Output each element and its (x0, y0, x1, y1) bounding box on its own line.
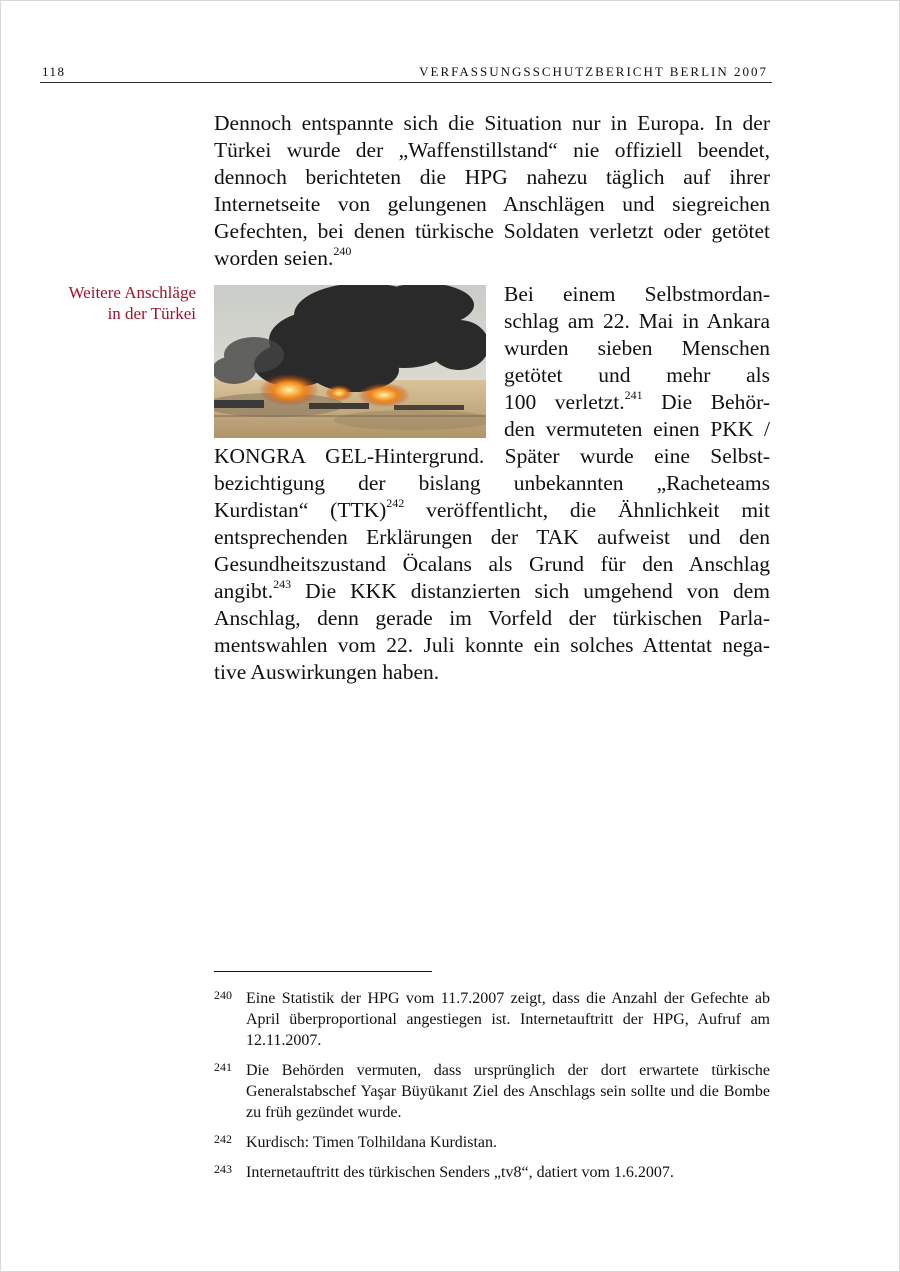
footnote-number: 242 (214, 1132, 232, 1146)
footnote-241 (214, 1060, 770, 1123)
footnote-text: Internetauftritt des türkischen Senders „tv8“, datiert vom 1.6.2007. (246, 1164, 674, 1181)
text-line (504, 389, 770, 416)
footnote-ref-242[interactable]: 242 (386, 495, 405, 510)
text-line: wurden sieben Menschen (504, 336, 770, 360)
text-fragment: Die Behör- (642, 390, 770, 414)
margin-note-line: in der Türkei (107, 304, 196, 323)
footnote-ref-243[interactable]: 243 (273, 576, 292, 591)
text-line: Gesundheitszustand Öcalans als Grund für den Anschlag (214, 552, 770, 576)
footnote-text: Kurdisch: Timen Tolhildana Kurdistan. (246, 1134, 498, 1151)
paragraph-hpg-attacks (214, 110, 770, 272)
footnote-ref-240[interactable]: 240 (333, 243, 352, 258)
text-fragment: 100 verletzt. (504, 390, 625, 414)
footnote-text: Die Behörden vermuten, dass ursprünglich der dort erwartete türkische Generalstabschef Yaşar Büyükanıt Ziel des Anschlags sein sollte und die Bombe zu früh gezündet wurde. (246, 1062, 770, 1121)
margin-note-line: Weitere Anschläge (68, 283, 196, 302)
page-number: 118 (42, 64, 66, 79)
footnote-separator (214, 971, 432, 972)
text-line: dennoch berichteten die HPG nahezu täglich auf ihrer (214, 165, 770, 189)
text-line: den vermuteten einen PKK / (504, 417, 770, 441)
footnote-number: 240 (214, 988, 232, 1002)
text-line: Türkei wurde der „Waffenstillstand“ nie offiziell beendet, (214, 138, 770, 162)
text-line: KONGRA GEL-Hintergrund. Später wurde eine Selbst- (214, 444, 770, 468)
text-fragment: angibt. (214, 579, 274, 603)
text-fragment: worden seien. (214, 246, 334, 270)
text-line: Dennoch entspannte sich die Situation nur in Europa. In der (214, 111, 770, 135)
text-line: Internetseite von gelungenen Anschlägen und siegreichen (214, 192, 770, 216)
text-line: getötet und mehr als (504, 363, 770, 387)
margin-note (30, 282, 196, 324)
footnote-ref-241[interactable]: 241 (624, 387, 643, 402)
text-line: tive Auswirkungen haben. (214, 660, 440, 684)
text-line (214, 578, 770, 605)
header-rule (40, 82, 772, 83)
text-fragment: veröffentlicht, die Ähnlichkeit mit (404, 498, 770, 522)
footnote-242 (214, 1132, 770, 1153)
footnote-number: 243 (214, 1162, 232, 1176)
footnotes (214, 988, 770, 1192)
footnote-number: 241 (214, 1060, 232, 1074)
text-line: Anschlag, denn gerade im Vorfeld der türkischen Parla- (214, 606, 770, 630)
text-line (214, 497, 770, 524)
paragraph-ankara-attack (214, 281, 770, 686)
text-line: entsprechenden Erklärungen der TAK aufweist und den (214, 525, 770, 549)
text-line: Bei einem Selbstmordan- (504, 282, 770, 306)
text-line (214, 245, 770, 272)
running-header-title: VERFASSUNGSSCHUTZBERICHT BERLIN 2007 (419, 64, 768, 79)
text-line: bezichtigung der bislang unbekannten „Racheteams (214, 471, 770, 495)
text-fragment: Kurdistan“ (TTK) (214, 498, 387, 522)
text-line: Gefechten, bei denen türkische Soldaten verletzt oder getötet (214, 219, 770, 243)
text-line: mentswahlen vom 22. Juli konnte ein solches Attentat nega- (214, 633, 770, 657)
footnote-243 (214, 1162, 770, 1183)
footnote-text: Eine Statistik der HPG vom 11.7.2007 zeigt, dass die Anzahl der Gefechte ab April überproportional angestiegen ist. Internetauftritt der HPG, Aufruf am 12.11.2007. (246, 990, 770, 1049)
text-fragment: Die KKK distanzierten sich umgehend von dem (291, 579, 770, 603)
text-line: schlag am 22. Mai in Ankara (504, 309, 770, 333)
footnote-240 (214, 988, 770, 1051)
